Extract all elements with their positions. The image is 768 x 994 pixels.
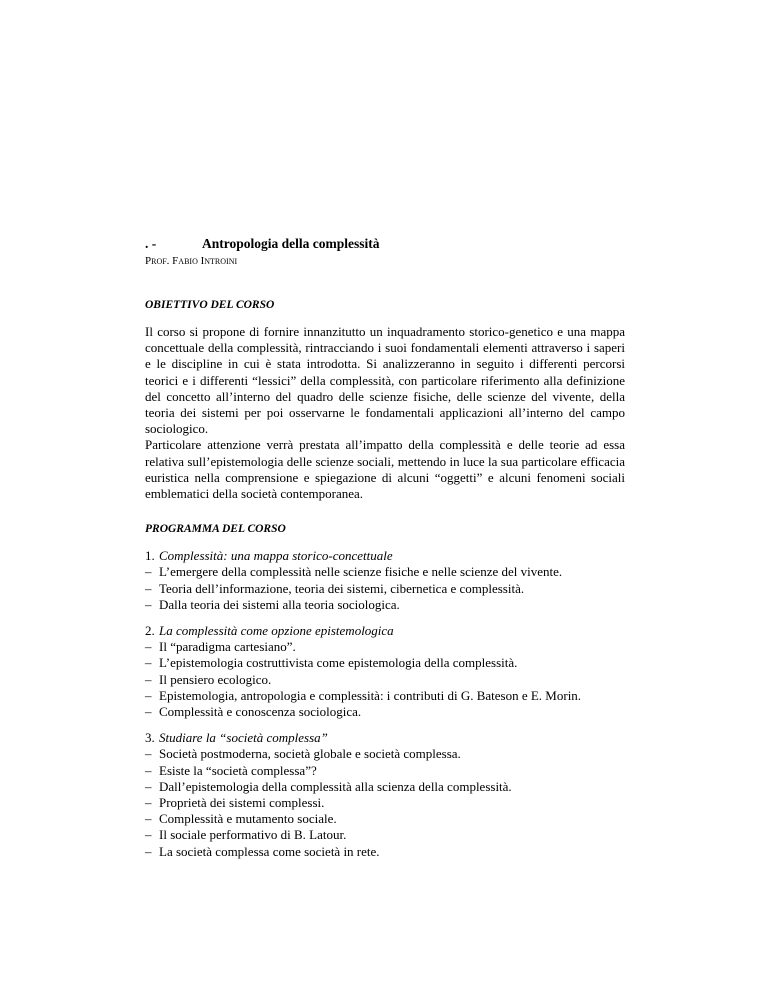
bullet: – (145, 762, 152, 778)
program-heading: PROGRAMMA DEL CORSO (145, 523, 286, 536)
list-item-text: Dalla teoria dei sistemi alla teoria sociologica. (159, 596, 400, 612)
bullet: – (145, 811, 152, 827)
list-item (145, 564, 625, 580)
bullet: – (145, 827, 152, 843)
list-item (145, 688, 625, 704)
group-title-text: Studiare la “società complessa” (159, 730, 328, 746)
program-group (145, 623, 625, 720)
bullet: – (145, 687, 152, 703)
bullet: – (145, 655, 152, 671)
list-item-text: L’epistemologia costruttivista come epistemologia della complessità. (159, 655, 518, 671)
objective-paragraph: Particolare attenzione verrà prestata all’impatto della complessità e delle teorie ad essa relativa sull’epistemologia delle scienze sociali, mettendo in luce la sua particolare efficacia euristica nella comprensione e spiegazione di alcuni “oggetti” e alcuni fenomeni sociali emblematici della società contemporanea. (145, 437, 625, 502)
group-title-text: La complessità come opzione epistemologica (159, 623, 394, 639)
list-item (145, 763, 625, 779)
list-item-text: Complessità e conoscenza sociologica. (159, 704, 362, 720)
list-item-text: Teoria dell’informazione, teoria dei sistemi, cibernetica e complessità. (159, 580, 525, 596)
bullet: – (145, 671, 152, 687)
list-item-text: Il sociale performativo di B. Latour. (159, 827, 347, 843)
list-item (145, 639, 625, 655)
list-item-text: Società postmoderna, società globale e società complessa. (159, 746, 461, 762)
bullet: – (145, 843, 152, 859)
list-item (145, 795, 625, 811)
program-group-title (145, 730, 625, 746)
bullet: – (145, 596, 152, 612)
bullet: – (145, 704, 152, 720)
list-item (145, 746, 625, 762)
program-group (145, 548, 625, 613)
bullet: – (145, 746, 152, 762)
objective-heading: OBIETTIVO DEL CORSO (145, 299, 275, 311)
list-item-text: Dall’epistemologia della complessità alla scienza della complessità. (159, 778, 512, 794)
group-number: 3. (145, 730, 155, 746)
bullet: – (145, 564, 152, 580)
bullet: – (145, 639, 152, 655)
group-number: 2. (145, 623, 155, 639)
list-item (145, 597, 625, 613)
program-group-title (145, 623, 625, 639)
course-number: . - (145, 236, 157, 251)
list-item (145, 779, 625, 795)
group-title-text: Complessità: una mappa storico-concettuale (159, 548, 393, 564)
list-item (145, 704, 625, 720)
list-item (145, 811, 625, 827)
list-item (145, 827, 625, 843)
course-title: Antropologia della complessità (202, 236, 380, 251)
objective-text (145, 324, 625, 502)
list-item (145, 581, 625, 597)
list-item (145, 844, 625, 860)
list-item-text: Proprietà dei sistemi complessi. (159, 795, 325, 811)
program-group (145, 730, 625, 860)
program-group-title (145, 548, 625, 564)
objective-paragraph: Il corso si propone di fornire innanzitutto un inquadramento storico-genetico e una mappa concettuale della complessità, rintracciando i suoi fondamentali elementi attraverso i saperi e le discipline in cui è stata introdotta. Si analizzeranno in seguito i differenti percorsi teorici e i differenti “lessici” della complessità, con particolare riferimento alla definizione del concetto all’interno del quadro delle scienze fisiche, delle scienze del vivente, della teoria dei sistemi per poi osservarne le fondamentali applicazioni all’interno del campo sociologico. (145, 324, 625, 437)
list-item-text: La società complessa come società in rete. (159, 843, 380, 859)
course-header (145, 236, 625, 252)
bullet: – (145, 778, 152, 794)
group-number: 1. (145, 548, 155, 564)
list-item (145, 655, 625, 671)
bullet: – (145, 580, 152, 596)
list-item (145, 672, 625, 688)
list-item-text: Complessità e mutamento sociale. (159, 811, 337, 827)
professor-name: Prof. Fabio Introini (145, 255, 238, 267)
list-item-text: L’emergere della complessità nelle scienze fisiche e nelle scienze del vivente. (159, 564, 563, 580)
bullet: – (145, 795, 152, 811)
list-item-text: Epistemologia, antropologia e complessità: i contributi di G. Bateson e E. Morin. (159, 687, 582, 703)
list-item-text: Il pensiero ecologico. (159, 671, 272, 687)
page-content (145, 236, 625, 870)
list-item-text: Il “paradigma cartesiano”. (159, 639, 296, 655)
list-item-text: Esiste la “società complessa”? (159, 762, 317, 778)
program-list (145, 548, 625, 860)
